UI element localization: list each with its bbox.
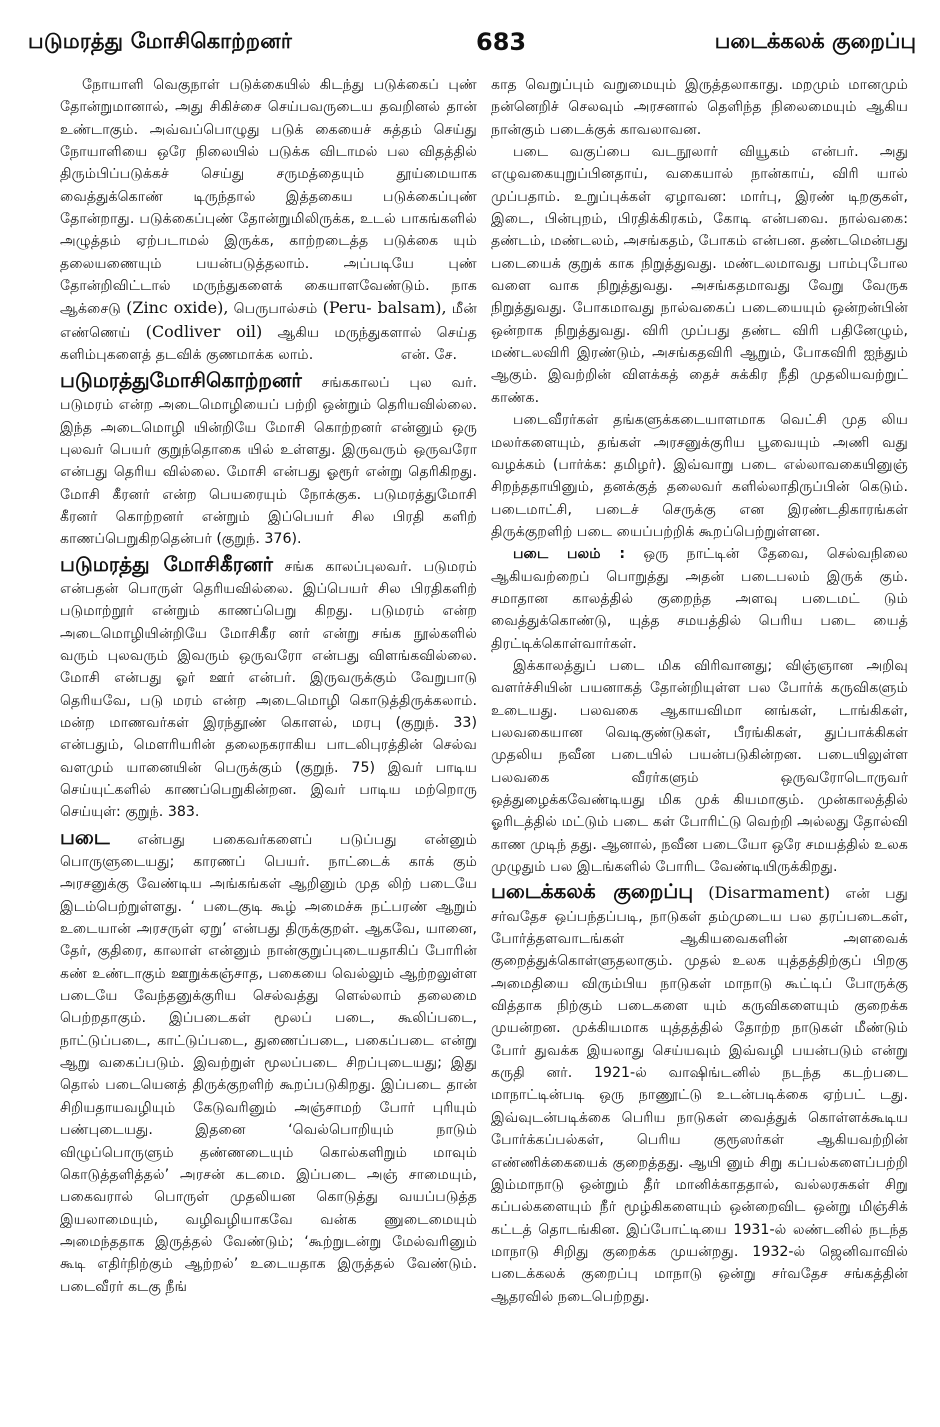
disarmament-lead: என் (845, 886, 871, 903)
bedsore-text: நோயாளி வெகுநாள் படுக்கையில் கிடந்து படுக்கைப் புண் தோன்றுமானால், அது சிகிச்சை செய்பவருடைய தவறினல் தான் உண்டாகும். அவ்வப்பொழுது படுக் கையைச் சுத்தம் செய்து நோயாளியை ஒரே நிலையில் படுக்க விடாமல் பல விதத்தில் திரும்பிப்படுக்கச் செய்து சருமத்தையும் தூய்மையாக வைத்துக்கொண் டிருந்தால் இத்தகைய படுக்கைப்புண் தோன்றாது. படுக்கைப்புண் தோன்றுமிலிருக்க, உடல் பாகங்களில் அழுத்தம் ஏற்படாமல் இருக்க, காற்றடைத்த படுக்கை யும் தலையணையும் பயன்படுத்தலாம். அப்படியே புண் தோன்றிவிட்டால் மருந்துகளைக் கையாளவேண்டும். நாக ஆக்சைடு (60, 77, 477, 318)
codliver-oil-term: (Codliver oil) (145, 321, 263, 341)
entry-disarmament-heading: படைக்கலக் குறைப்பு (491, 879, 694, 904)
padai-continued-paragraph: காத வெறுப்பும் வறுமையும் இருத்தலாகாது. மறமும் மானமும் நன்னெறிச் செலவும் அரசனால் தெளிந்த நிலைமையும் ஆகிய நான்கும் படைக்குக் காவலாவன. (491, 77, 908, 138)
entry-mosikeeranar-heading: படுமரத்து மோசிகீரனர் (60, 551, 273, 576)
text-columns (60, 74, 908, 1414)
entry-mosikeeranar-body: படுமரம் என்பதன் பொருள் தெரியவில்லை. இப்பெயர் சில பிரதிகளிற் படுமாற்றூர் என்றும் காணப்பெறு கிறது. படுமரம் என்ற அடைமொழியின்றியே மோசிகீர னர் என்று சங்க நூல்களில் வரும் புலவரும் இவரும் ஒருவரோ என்பது விளங்கவில்லை. மோசி என்பது ஓர் ஊர் என்பர். இருவருக்கும் வேறுபாடு தெரியவே, படு மரம் என்ற அடைமொழி கொடுத்திருக்கலாம். மன்ற மாணவர்கள் இரந்தூண் கொளல், மரபு (குறுந். 33) என்பதும், மௌரியரின் தலைநகராகிய பாடலிபுரத்தின் செல்வ வளமும் யானையின் பெருக்கும் (குறுந். 75) இவர் பாடிய செய்யுட்களில் காணப்பெறுகின்றன. இவர் பாடிய மற்றொரு செய்யுள்: குறுந். 383. (60, 558, 477, 821)
fish-oil-tamil: மீன் எண்ணெய் (60, 301, 477, 341)
entry-mosikotranar-subtitle: சங்ககாலப் புல (321, 374, 432, 391)
header-right-title: படைக்கலக் குறைப்பு (714, 28, 916, 53)
entry-padai-body: என்பது பகைவர்களைப் படுப்பது என்னும் பொருளுடையது; காரணப் பெயர். நாட்டைக் காக் கும் அரசனுக்கு வேண்டிய அங்கங்கள் ஆறினும் முத லிற் படையே இடம்பெற்றுள்ளது. ‘ படைகுடி கூழ் அமைச்சு நட்பரண் ஆறும் உடையான் அரசருள் ஏறு’ என்பது திருக்குறள். ஆகவே, யானை, தேர், குதிரை, காலாள் என்னும் நான்குறுப்புடையதாகிப் போரின் கண் உண்டாகும் ஊறுக்கஞ்சாத, பகையை வெல்லும் ஆற்றலுள்ள படையே வேந்தனுக்குரிய செல்வத்து ளெல்லாம் தலைமை பெற்றதாகும். இப்படைகள் மூலப் படை, கூலிப்படை, நாட்டுப்படை, காட்டுப்படை, துணைப்படை, பகைப்படை என்று ஆறு வகைப்படும். இவற்றுள் மூலப்படை சிறப்புடையது; இது தொல் படையெனத் திருக்குறளிற் கூறப்படுகிறது. இப்படை தான் சிறியதாயவழியும் கேடுவரினும் அஞ்சாமற் போர் புரியும் பண்புடையது. இதனை ‘வெல்பொறியும் நாடும் விழுப்பொருளும் தண்ணடையும் கொல்களிறும் மாவும் கொடுத்தளித்தல்’ அரசன் கடமை. இப்படை அஞ் சாமையும், பகைவரால் பொருள் முதலியன கொடுத்து வயப்படுத்த இயலாமையும், வழிவழியாகவே வன்க ணுடைமையும் அமைந்ததாக இருத்தல் வேண்டும்; ‘கூற்றுடன்று மேல்வரினும் கூடி எதிர்நிற்கும் ஆற்றல்’ உடையதாக இருத்தல் வேண்டும். படைவீரர் கடகு நீங் (60, 831, 477, 1295)
entry-padai (60, 824, 477, 1298)
army-strength-paragraph (491, 543, 908, 655)
right-column (491, 74, 908, 1414)
soldiers-flowers-paragraph: படைவீரர்கள் தங்களுக்கடையாளமாக வெட்சி முத லிய மலர்களையும், தங்கள் அரசனுக்குரிய பூவையும் அணி வது வழக்கம் (பார்க்க: தமிழர்). இவ்வாறு படை எல்லாவகையினுஞ் சிறந்ததாயினும், தனக்குத் தலைவர் களில்லாதிருப்பின் கெடும். படைமாட்சி, படைச் செருக்கு என இரண்டதிகாரங்கள் திருக்குறளிற் படை யைப்பற்றிக் கூறப்பெற்றுள்ளன. (491, 412, 908, 540)
entry-mosikeeranar (60, 551, 477, 824)
vyugam-paragraph: படை வகுப்பை வடநூலார் வியூகம் என்பர். அது எழுவகையுறுப்பினதாய், வகையால் நான்காய், விரி யால் முப்பதாம். உறுப்புக்கள் ஏழாவன: மார்பு, இரண் டிறகுகள், இடை, பின்புறம், பிரதிக்கிரகம், கோடி என்பவை. நால்வகை: தண்டம், மண்டலம், அசங்கதம், போகம் என்பன. தண்டமென்பது படையைக் குறுக் காக நிறுத்துவது. மண்டலமாவது பாம்புபோல வளை வாக நிறுத்துவது. அசங்கதமாவது வேறு வேருக நிறுத்துவது. போகமாவது நால்வகைப் படையையும் ஒன்றன்பின் ஒன்றாக நிறுத்துவது. விரி முப்பது தண்ட விரி பதினேழும், மண்டலவிரி இரண்டும், அசங்கதவிரி ஆறும், போகவிரி ஐந்தும் ஆகும். இவற்றின் விளக்கத் தைச் சுக்கிர நீதி முதலியவற்றுட் காண்க. (491, 144, 908, 406)
page-number: 683 (476, 28, 527, 56)
left-column (60, 74, 477, 1414)
bedsore-end: ஆகிய மருந்துகளால் செய்த களிம்புகளைத் தடவிக் குணமாக்க லாம். (60, 324, 477, 364)
header-left-title: படுமரத்து மோசிகொற்றனர் (28, 28, 293, 53)
army-strength-text: ஒரு நாட்டின் தேவை, செல்வநிலை ஆகியவற்றைப் பொறுத்து அதன் படைபலம் இருக் கும். சமாதான காலத்தில் குறைந்த அளவு படைமட் டும் வைத்துக்கொண்டு, யுத்த சமயத்தில் பெரிய படை யைத் திரட்டிக்கொள்வார்கள். (491, 546, 908, 652)
peru-balsam-term: (Peru- balsam), (322, 298, 447, 318)
entry-mosikeeranar-subtitle: சங்க காலப்புலவர். (284, 558, 413, 575)
bedsore-paragraph (60, 74, 477, 366)
disarmament-term: (Disarmament) (708, 883, 831, 903)
entry-disarmament-body: பது சர்வதேச ஒப்பந்தப்படி, நாடுகள் தம்முடைய பல தரப்படைகள், போர்த்தளவாடங்கள் ஆகியவைகளின் அளவைக் குறைத்துக்கொள்ளுதலாகும். முதல் உலக யுத்தத்திற்குப் பிறகு அமைதியை விரும்பிய நாடுகள் மாநாடு கூட்டிப் போருக்கு வித்தாக நிற்கும் படைகளை யும் கருவிகளையும் குறைக்க முயன்றன. முக்கியமாக யுத்தத்தில் தோற்ற நாடுகள் மீண்டும் போர் துவக்க இயலாது செய்யவும் இவ்வழி பயன்படும் என்று கருதி னர். 1921-ல் வாஷிங்டனில் நடந்த கடற்படை மாநாட்டின்படி ஒரு நாணூட்டு உடன்படிக்கை ஏற்பட் டது. இவ்வுடன்படிக்கை பெரிய நாடுகள் வைத்துக் கொள்ளக்கூடிய போர்க்கப்பல்கள், பெரிய குரூஸர்கள் ஆகியவற்றின் எண்ணிக்கையைக் குறைத்தது. ஆயி னும் சிறு கப்பல்களைப்பற்றி இம்மாநாடு ஒன்றும் தீர் மானிக்காததால், வல்லரசுகள் சிறு கப்பல்களையும் நீர் மூழ்கிகளையும் ஒன்றைவிட ஒன்று மிஞ்சிக் கட்டத் தொடங்கின. இப்போட்டியை 1931-ல் லண்டனில் நடந்த மாநாடு சிறிது குறைக்க முயன்றது. 1932-ல் ஜெனிவாவில் படைக்கலக் குறைப்பு மாநாடு ஒன்று சர்வதேச சங்கத்தின் ஆதரவில் நடைபெற்றது. (491, 886, 908, 1305)
author-signature: என். சே. (400, 347, 457, 364)
entry-mosikotranar (60, 367, 477, 551)
running-header (28, 22, 916, 62)
modern-army-paragraph: இக்காலத்துப் படை மிக விரிவானது; விஞ்ஞான அறிவு வளர்ச்சியின் பயனாகத் தோன்றியுள்ள பல போர்க் கருவிகளும் உடையது. பலவகை ஆகாயவிமா னங்கள், டாங்கிகள், பலவகையான வெடிகுண்டுகள், பீரங்கிகள், துப்பாக்கிகள் முதலிய நவீன படையில் பயன்படுகின்றன. படையிலுள்ள பலவகை வீரர்களும் ஒருவரோடொருவர் ஒத்துழைக்கவேண்டியது மிக முக் கியமாகும். முன்காலத்தில் ஓரிடத்தில் மட்டும் படை கள் போரிட்டு வெற்றி அல்லது தோல்வி காண முடிந் தது. ஆனால், நவீன படையோ ஒரே சமயத்தில் உலக முழுதும் பல இடங்களில் போரிட வேண்டியிருக்கிறது. (491, 657, 908, 876)
entry-padai-heading: படை (60, 824, 110, 849)
entry-mosikotranar-heading: படுமரத்துமோசிகொற்றனர் (60, 367, 302, 392)
entry-disarmament (491, 878, 908, 1308)
peru-balsam-tamil: பெருபால்சம் (233, 301, 318, 318)
entry-mosikotranar-body: வர். படுமரம் என்ற அடைமொழியைப் பற்றி ஒன்றும் தெரியவில்லை. இந்த அடைமொழி யின்றியே மோசி கொற்றனர் என்னும் ஒரு புலவர் பெயர் குறுந்தொகை யில் உள்ளது. இருவரும் ஒருவரோ என்பது தெரிய வில்லை. மோசி என்பது ஓரூர் என்று தெரிகிறது. மோசி கீரனர் என்ற பெயரையும் நோக்குக. படுமரத்துமோசி கீரனர் கொற்றனர் என்றும் இப்பெயர் சில பிரதி களிற் காணப்பெறுகிறதென்பர் (குறுந். 376). (60, 374, 477, 548)
zinc-oxide-term: (Zinc oxide), (126, 298, 229, 318)
army-strength-label: படை பலம் : (513, 546, 626, 563)
